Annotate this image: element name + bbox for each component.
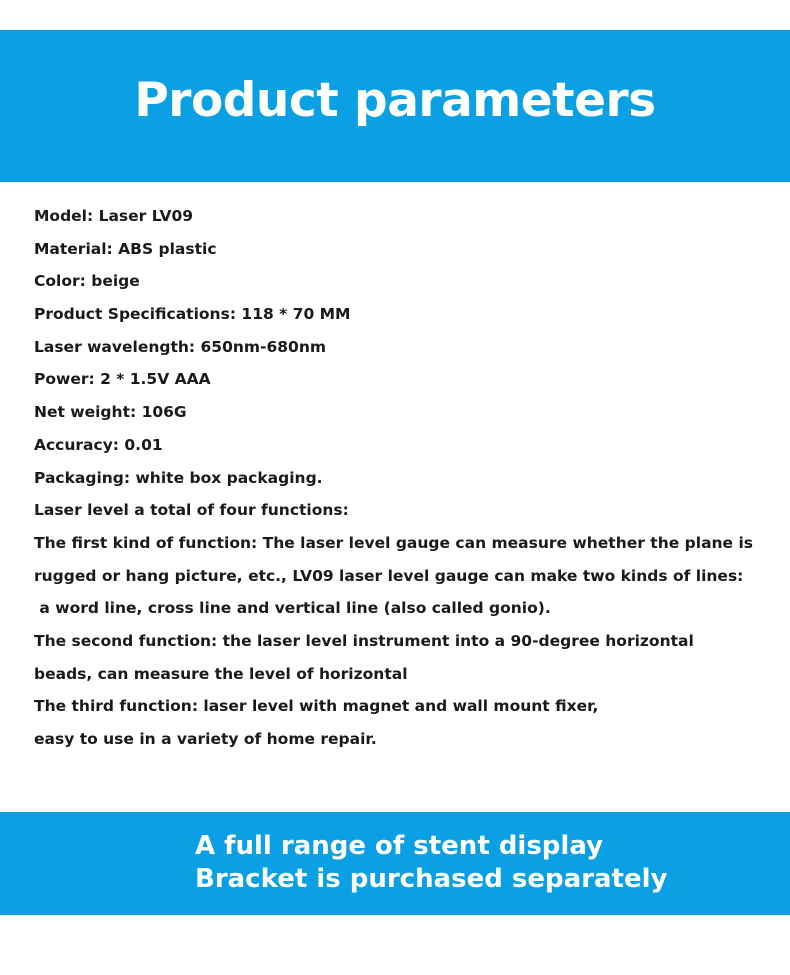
function-2-line-1: The second function: the laser level instrument into a 90-degree horizontal bbox=[34, 631, 694, 650]
page-title: Product parameters bbox=[134, 72, 656, 128]
function-1-line-1: The first kind of function: The laser level gauge can measure whether the plane is bbox=[34, 533, 754, 552]
title-banner bbox=[0, 30, 790, 182]
param-color: Color: beige bbox=[34, 272, 140, 291]
param-specifications: Product Specifications: 118 * 70 MM bbox=[34, 305, 351, 324]
param-power: Power: 2 * 1.5V AAA bbox=[34, 370, 211, 389]
functions-heading: Laser level a total of four functions: bbox=[34, 501, 349, 520]
footer-line-bracket-note: Bracket is purchased separately bbox=[195, 864, 668, 894]
function-1-line-2: rugged or hang picture, etc., LV09 laser level gauge can make two kinds of lines: bbox=[34, 566, 744, 585]
param-wavelength: Laser wavelength: 650nm-680nm bbox=[34, 337, 327, 356]
function-3-line-2: easy to use in a variety of home repair. bbox=[34, 730, 377, 748]
param-packaging: Packaging: white box packaging. bbox=[34, 468, 323, 487]
param-material: Material: ABS plastic bbox=[34, 239, 217, 258]
function-2-line-2: beads, can measure the level of horizontal bbox=[34, 664, 408, 683]
footer-line-stent-display: A full range of stent display bbox=[195, 831, 604, 861]
param-net-weight: Net weight: 106G bbox=[34, 403, 187, 422]
param-accuracy: Accuracy: 0.01 bbox=[34, 435, 163, 454]
function-1-line-3: a word line, cross line and vertical line (also called gonio). bbox=[34, 599, 551, 618]
param-model: Model: Laser LV09 bbox=[34, 207, 194, 225]
function-3-line-1: The third function: laser level with magnet and wall mount fixer, bbox=[34, 697, 599, 716]
parameter-list bbox=[34, 200, 774, 756]
footer-banner bbox=[0, 812, 790, 915]
